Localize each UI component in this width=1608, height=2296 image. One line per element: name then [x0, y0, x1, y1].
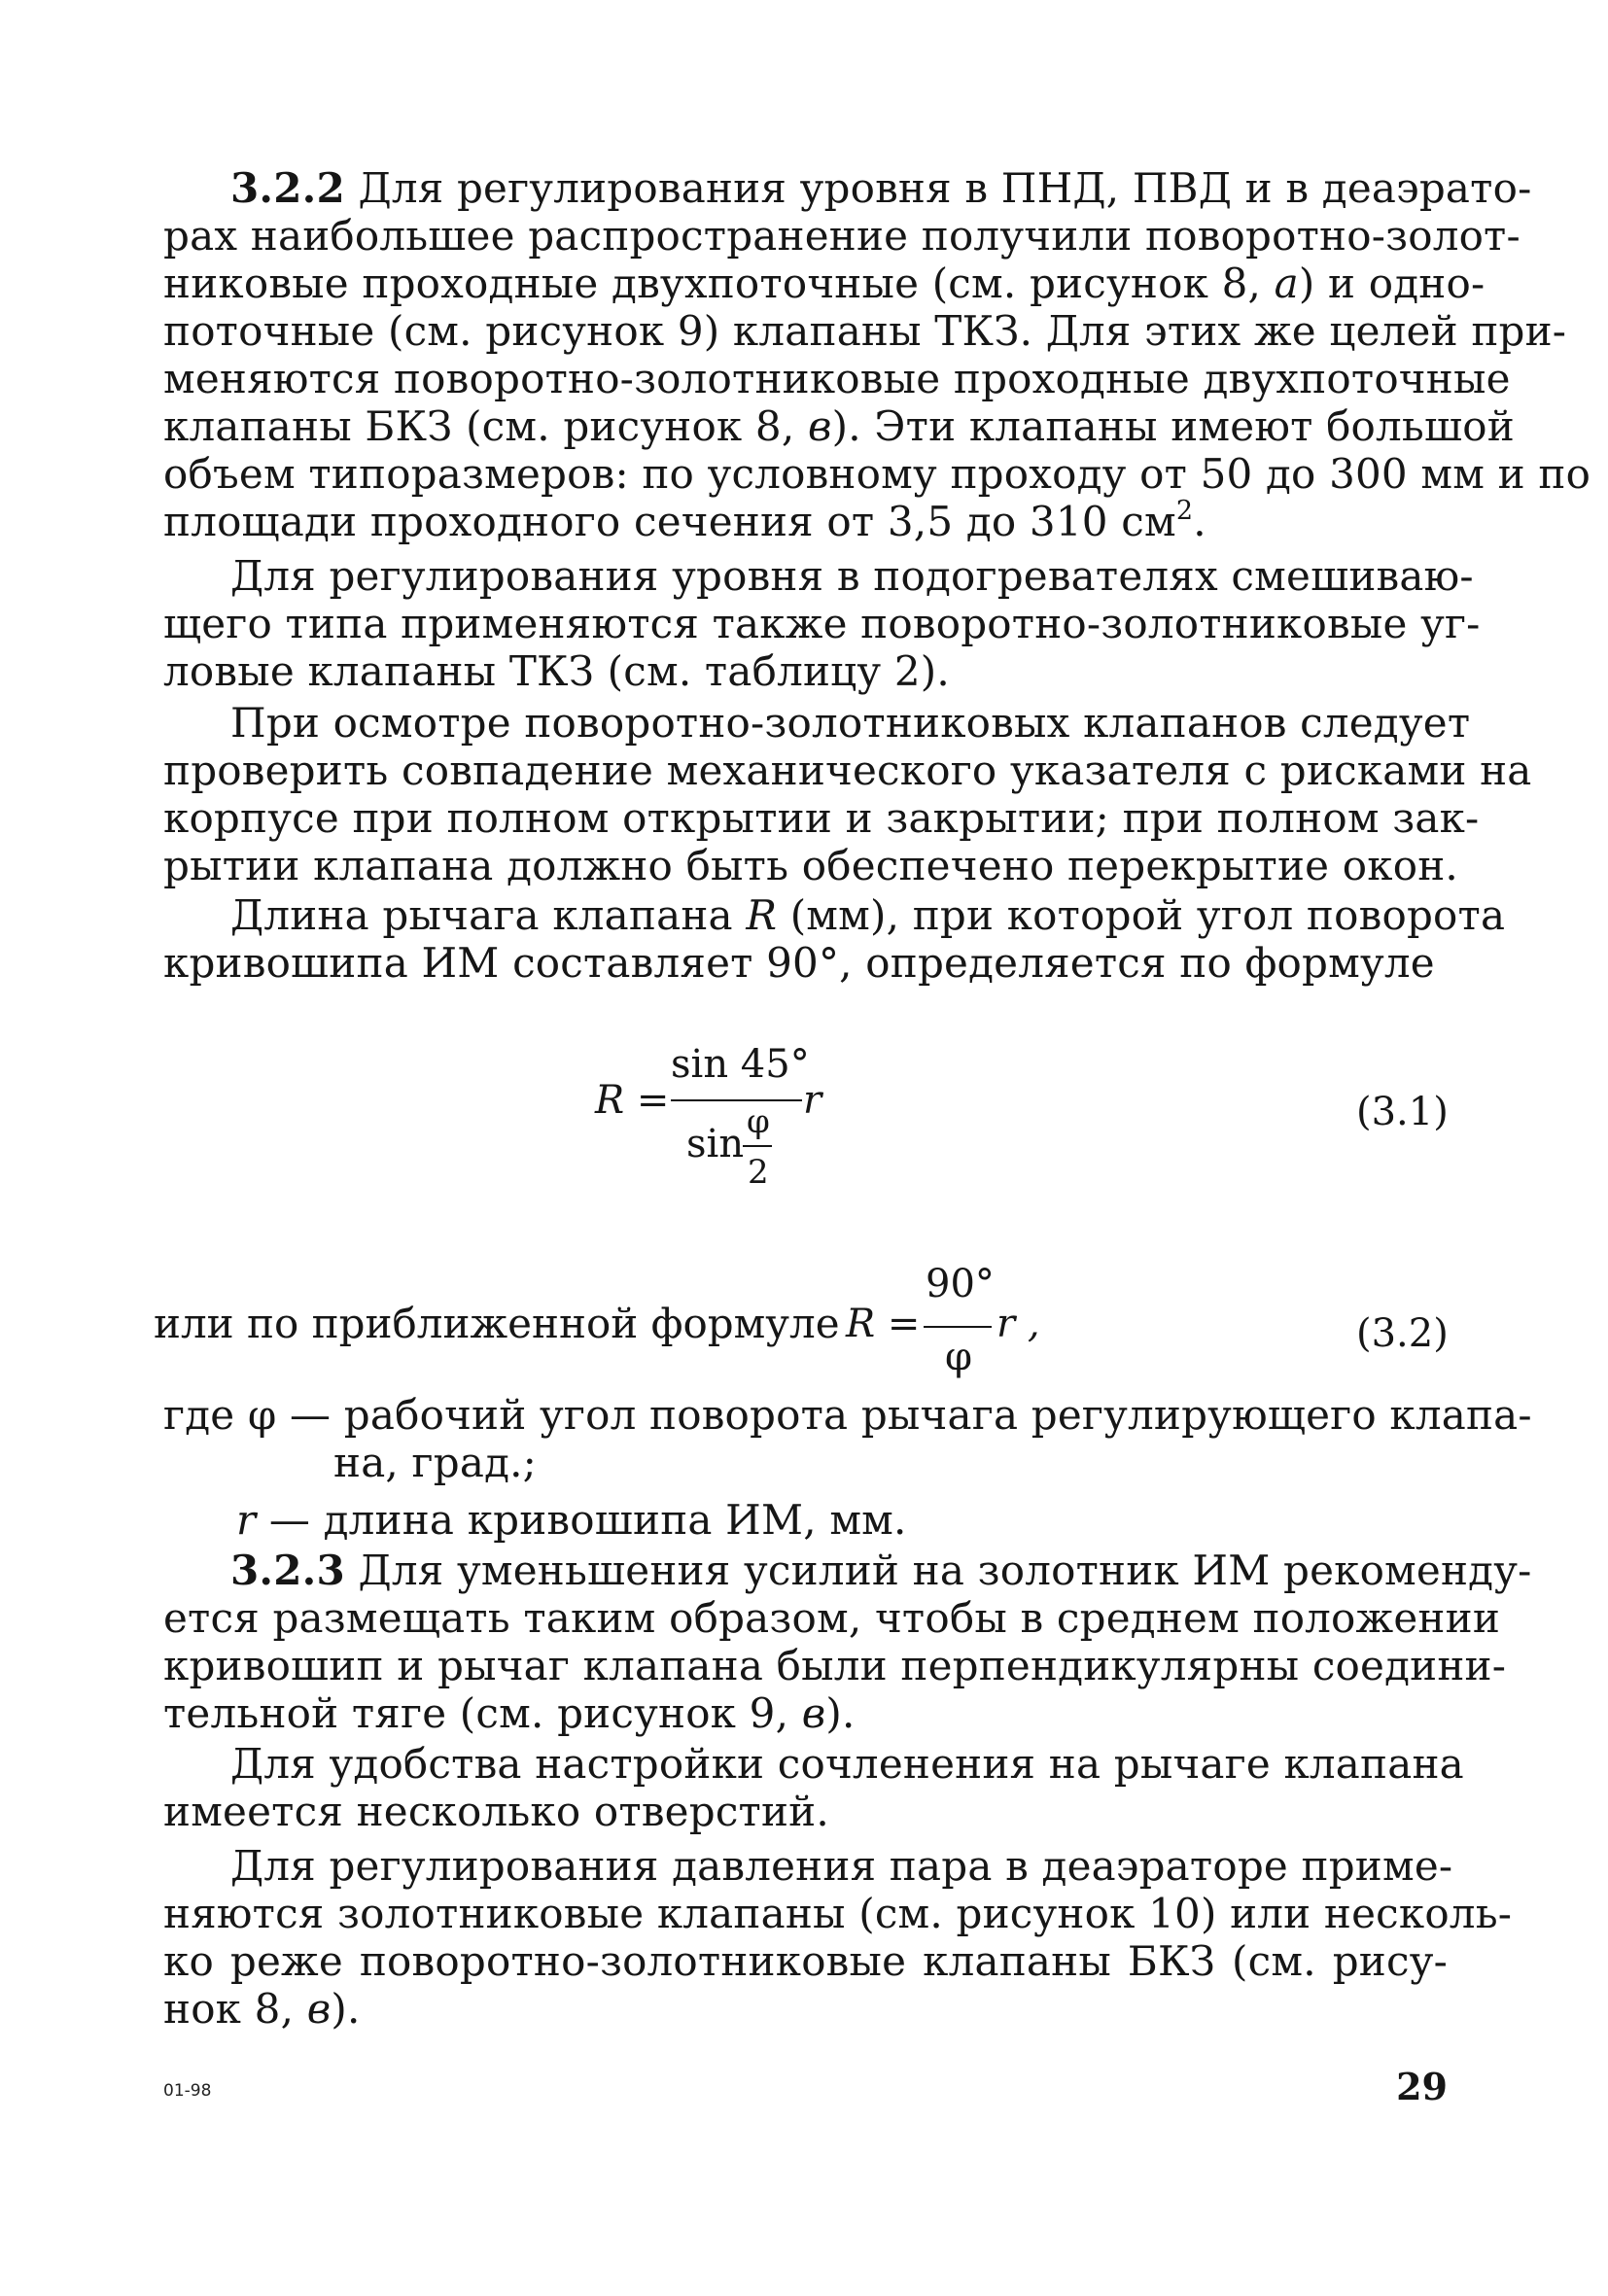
formula-denominator-fn: sin — [686, 1122, 745, 1166]
text-line: площади проходного сечения от 3,5 до 310 $см^2$. — [163, 496, 1206, 545]
formula-factor: r — [803, 1078, 822, 1123]
equation-number: (3.1) — [1356, 1090, 1449, 1134]
formula-numerator: sin 45° — [671, 1042, 810, 1087]
text-line: кривошип и рычаг клапана были перпендикулярны соедини- — [163, 1642, 1507, 1689]
text-line: поточные (см. рисунок 9) клапаны ТКЗ. Для этих же целей при- — [163, 307, 1567, 355]
formula-denominator: φ — [945, 1335, 973, 1379]
text-line: объем типоразмеров: по условному проходу от 50 до 300 мм и по — [163, 450, 1591, 498]
formula-numerator: 90° — [926, 1262, 995, 1306]
text-line: ется размещать таким образом, чтобы в среднем положении — [163, 1594, 1501, 1642]
formula-lhs: R = — [595, 1078, 670, 1123]
text-line: корпусе при полном открытии и закрытии; при полном зак- — [163, 794, 1480, 842]
text-line: имеется несколько отверстий. — [163, 1788, 829, 1835]
text-line: где φ — рабочий угол поворота рычага регулирующего клапа- — [163, 1391, 1532, 1439]
text-line: При осмотре поворотно-золотниковых клапанов следует — [230, 699, 1471, 747]
text-line: кривошипа ИМ составляет 90°, определяется по формуле — [163, 939, 1435, 987]
fraction-bar — [671, 1099, 802, 1101]
text-line: щего типа применяются также поворотно-золотниковые уг- — [163, 600, 1481, 647]
text-line: тельной тяге (см. рисунок 9, в). — [163, 1689, 856, 1737]
formula-lead-text: или по приближенной формуле — [154, 1300, 840, 1347]
formula-denominator-den: 2 — [748, 1153, 769, 1192]
formula-lhs: R = — [846, 1302, 921, 1346]
text-line: r — длина кривошипа ИМ, мм. — [236, 1496, 907, 1544]
fraction-bar — [924, 1326, 992, 1328]
text-line: Для регулирования давления пара в деаэраторе приме- — [230, 1842, 1453, 1890]
formula-denominator-num: φ — [747, 1102, 770, 1141]
text-line: меняются поворотно-золотниковые проходные двухпоточные — [163, 355, 1511, 402]
text-line: рытии клапана должно быть обеспечено перекрытие окон. — [163, 842, 1458, 889]
formula-factor: r , — [996, 1302, 1040, 1346]
text-line: на, град.; — [333, 1439, 538, 1486]
equation-number: (3.2) — [1356, 1311, 1449, 1356]
footer-code: 01-98 — [163, 2081, 212, 2101]
text-line: никовые проходные двухпоточные (см. рисунок 8, а) и одно- — [163, 260, 1486, 307]
fraction-bar — [743, 1145, 772, 1147]
section-number: 3.2.2 — [230, 164, 345, 212]
text-line: няются золотниковые клапаны (см. рисунок 10) или несколь- — [163, 1890, 1513, 1937]
text-line: 3.2.3 Для уменьшения усилий на золотник ИМ рекоменду- — [230, 1547, 1532, 1594]
section-number: 3.2.3 — [230, 1547, 345, 1594]
text-line: Длина рычага клапана R (мм), при которой угол поворота — [230, 891, 1506, 939]
text-line: нок 8, в). — [163, 1985, 361, 2033]
page-number: 29 — [1396, 2065, 1448, 2108]
text-line: рах наибольшее распространение получили поворотно-золот- — [163, 212, 1521, 260]
text-line: ко реже поворотно-золотниковые клапаны БКЗ (см. рису- — [163, 1937, 1448, 1985]
text-line: Для регулирования уровня в подогревателях смешиваю- — [230, 552, 1474, 600]
text-line: ловые клапаны ТКЗ (см. таблицу 2). — [163, 647, 950, 695]
text-line: Для удобства настройки сочленения на рычаге клапана — [230, 1740, 1464, 1788]
text-line: 3.2.2 Для регулирования уровня в ПНД, ПВД и в деаэрато- — [230, 164, 1532, 212]
text-line: проверить совпадение механического указателя с рисками на — [163, 747, 1532, 794]
text-line: клапаны БКЗ (см. рисунок 8, в). Эти клапаны имеют большой — [163, 402, 1515, 450]
